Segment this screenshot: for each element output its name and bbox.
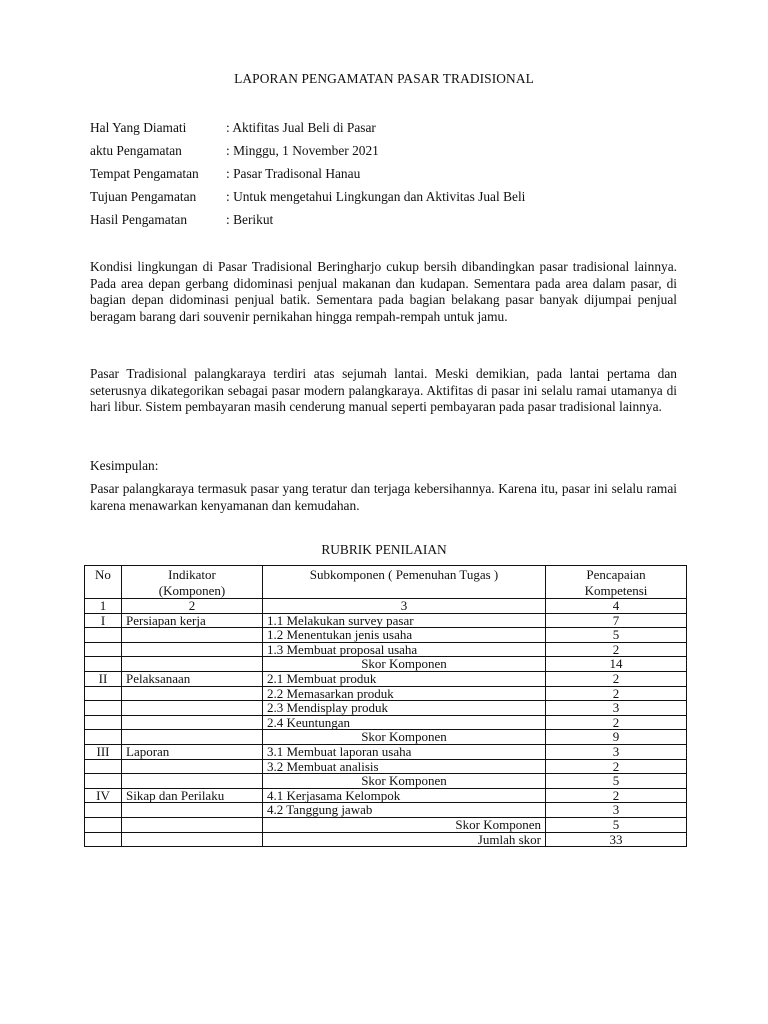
rubric-title: RUBRIK PENILAIAN — [321, 542, 447, 557]
numbering-cell: 4 — [546, 599, 687, 614]
header-subkomponen: Subkomponen ( Pemenuhan Tugas ) — [263, 566, 546, 599]
paragraph-market-description: Pasar Tradisional palangkaraya terdiri atas sejumah lantai. Meski demikian, pada lantai pertama dan seterusnya dikategorikan sebagai pasar modern palangkaraya. Aktifitas di pasar ini selalu ramai utamanya di hari libur. Sistem pembayaran masih cenderung manual seperti pembayaran pada pasar tradisional lainnya. — [90, 366, 677, 414]
cell-subkomponen: Skor Komponen — [263, 817, 546, 832]
cell-subkomponen: 3.1 Membuat laporan usaha — [263, 744, 546, 759]
cell-score: 5 — [546, 774, 687, 789]
cell-score: 2 — [546, 715, 687, 730]
cell-indikator — [122, 715, 263, 730]
meta-label: aktu Pengamatan — [90, 143, 182, 158]
meta-label: Tempat Pengamatan — [90, 166, 199, 181]
cell-score: 2 — [546, 759, 687, 774]
cell-indikator — [122, 817, 263, 832]
cell-score: 2 — [546, 671, 687, 686]
cell-subkomponen: 4.2 Tanggung jawab — [263, 803, 546, 818]
cell-no — [85, 730, 122, 745]
table-row — [85, 642, 687, 657]
cell-score: 3 — [546, 744, 687, 759]
cell-indikator: Pelaksanaan — [122, 671, 263, 686]
cell-indikator — [122, 657, 263, 672]
cell-no — [85, 715, 122, 730]
cell-indikator — [122, 803, 263, 818]
table-row — [85, 774, 687, 789]
cell-indikator — [122, 701, 263, 716]
meta-value: : Pasar Tradisonal Hanau — [226, 166, 361, 181]
cell-score: 5 — [546, 817, 687, 832]
cell-score: 14 — [546, 657, 687, 672]
cell-score: 3 — [546, 701, 687, 716]
meta-label: Tujuan Pengamatan — [90, 189, 197, 204]
cell-no — [85, 642, 122, 657]
rubric-header — [85, 566, 687, 614]
cell-subkomponen: 1.1 Melakukan survey pasar — [263, 613, 546, 628]
table-row — [85, 701, 687, 716]
conclusion-heading: Kesimpulan: — [90, 458, 159, 473]
cell-score: 5 — [546, 628, 687, 643]
cell-score: 2 — [546, 686, 687, 701]
table-row — [85, 628, 687, 643]
paragraph-condition: Kondisi lingkungan di Pasar Tradisional Beringharjo cukup bersih dibandingkan pasar tradisional lainnya. Pada area depan gerbang didominasi penjual makanan dan kudapan. Sementara pada area dalam pasar, di bagian depan didominasi penjual batik. Sementara pada bagian belakang pasar banyak dijumpai penjual beragam barang dari souvenir pernikahan hingga rempah-rempah untuk jamu. — [90, 259, 677, 324]
numbering-cell: 1 — [85, 599, 122, 614]
cell-no — [85, 803, 122, 818]
header-row — [85, 566, 687, 599]
cell-no: II — [85, 671, 122, 686]
cell-subkomponen: Skor Komponen — [263, 730, 546, 745]
cell-score: 33 — [546, 832, 687, 847]
cell-no — [85, 628, 122, 643]
cell-score: 9 — [546, 730, 687, 745]
meta-value: : Berikut — [226, 212, 274, 227]
cell-no — [85, 759, 122, 774]
numbering-row — [85, 599, 687, 614]
cell-no — [85, 701, 122, 716]
table-row — [85, 613, 687, 628]
rubric-table — [84, 565, 687, 847]
cell-indikator: Persiapan kerja — [122, 613, 263, 628]
meta-label: Hal Yang Diamati — [90, 120, 187, 135]
cell-indikator — [122, 686, 263, 701]
meta-value: : Minggu, 1 November 2021 — [226, 143, 379, 158]
table-row — [85, 657, 687, 672]
cell-subkomponen: 2.3 Mendisplay produk — [263, 701, 546, 716]
cell-subkomponen: Skor Komponen — [263, 657, 546, 672]
cell-no: I — [85, 613, 122, 628]
header-indikator: Indikator (Komponen) — [122, 566, 263, 599]
cell-indikator — [122, 730, 263, 745]
cell-no: IV — [85, 788, 122, 803]
rubric-body — [85, 613, 687, 847]
cell-indikator — [122, 832, 263, 847]
cell-subkomponen: 4.1 Kerjasama Kelompok — [263, 788, 546, 803]
cell-no — [85, 832, 122, 847]
meta-value: : Untuk mengetahui Lingkungan dan Aktivitas Jual Beli — [226, 189, 526, 204]
table-row — [85, 788, 687, 803]
page-title: LAPORAN PENGAMATAN PASAR TRADISIONAL — [234, 71, 534, 86]
cell-subkomponen: Skor Komponen — [263, 774, 546, 789]
table-row — [85, 686, 687, 701]
table-row — [85, 715, 687, 730]
cell-indikator: Laporan — [122, 744, 263, 759]
cell-subkomponen: 3.2 Membuat analisis — [263, 759, 546, 774]
table-row — [85, 744, 687, 759]
cell-score: 7 — [546, 613, 687, 628]
table-row — [85, 759, 687, 774]
cell-indikator — [122, 774, 263, 789]
cell-subkomponen: Jumlah skor — [263, 832, 546, 847]
cell-score: 3 — [546, 803, 687, 818]
cell-indikator — [122, 759, 263, 774]
conclusion-text: Pasar palangkaraya termasuk pasar yang teratur dan terjaga kebersihannya. Karena itu, pasar ini selalu ramai karena menawarkan kenyamanan dan kemudahan. — [90, 481, 677, 513]
table-row — [85, 671, 687, 686]
table-row — [85, 730, 687, 745]
cell-indikator — [122, 642, 263, 657]
meta-value: : Aktifitas Jual Beli di Pasar — [226, 120, 376, 135]
cell-no — [85, 774, 122, 789]
cell-subkomponen: 2.1 Membuat produk — [263, 671, 546, 686]
cell-score: 2 — [546, 788, 687, 803]
cell-indikator: Sikap dan Perilaku — [122, 788, 263, 803]
header-no: No — [85, 566, 122, 599]
cell-subkomponen: 2.2 Memasarkan produk — [263, 686, 546, 701]
cell-no — [85, 657, 122, 672]
header-pencapaian: Pencapaian Kompetensi — [546, 566, 687, 599]
meta-label: Hasil Pengamatan — [90, 212, 188, 227]
cell-no: III — [85, 744, 122, 759]
table-row — [85, 803, 687, 818]
table-row — [85, 832, 687, 847]
cell-no — [85, 686, 122, 701]
numbering-cell: 2 — [122, 599, 263, 614]
cell-subkomponen: 2.4 Keuntungan — [263, 715, 546, 730]
cell-indikator — [122, 628, 263, 643]
cell-score: 2 — [546, 642, 687, 657]
table-row — [85, 817, 687, 832]
cell-no — [85, 817, 122, 832]
cell-subkomponen: 1.3 Membuat proposal usaha — [263, 642, 546, 657]
cell-subkomponen: 1.2 Menentukan jenis usaha — [263, 628, 546, 643]
numbering-cell: 3 — [263, 599, 546, 614]
